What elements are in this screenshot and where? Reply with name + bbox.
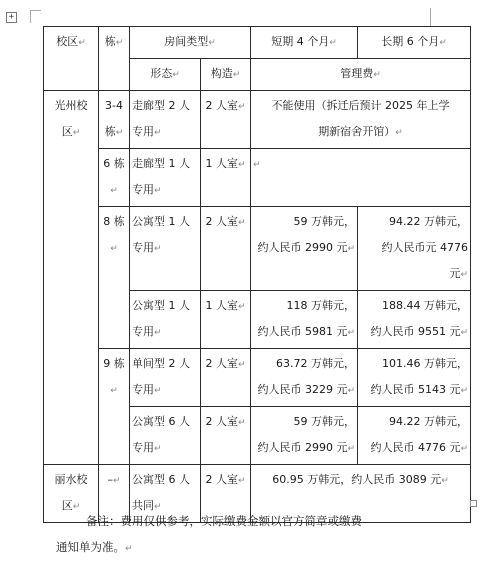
gwangju-campus-line1: 光州校 xyxy=(54,99,88,112)
cell-end-marker-icon: ↵ xyxy=(232,70,241,80)
cell-end-marker-icon: ↵ xyxy=(154,444,162,454)
header-management-fee: 管理费 xyxy=(340,67,374,80)
short-term-fee-cell[interactable] xyxy=(251,207,358,291)
room-structure-cell[interactable] xyxy=(201,349,251,407)
cell-end-marker-icon: ↵ xyxy=(110,386,118,396)
room-form-line1: 单间型 2 人 xyxy=(132,357,190,370)
long-term-fee-cny: 约人民币 9551 元 xyxy=(370,325,461,338)
cell-end-marker-icon: ↵ xyxy=(172,70,180,80)
building-8: 8 栋 xyxy=(103,215,125,228)
page-margin-corner-marker xyxy=(30,10,41,23)
long-term-fee-krw: 94.22 万韩元， xyxy=(389,415,469,428)
lishui-campus-line2: 区 xyxy=(61,499,73,512)
room-form-line2: 共同 xyxy=(132,499,154,512)
room-form-line2: 专用 xyxy=(132,183,154,196)
cell-end-marker-icon: ↵ xyxy=(237,360,246,370)
short-term-fee-cell[interactable] xyxy=(251,407,358,465)
fee-unavailable-line2: 期新宿舍开馆） xyxy=(318,125,396,138)
cell-end-marker-icon: ↵ xyxy=(112,476,121,486)
room-form-line2: 专用 xyxy=(132,241,154,254)
cell-end-marker-icon: ↵ xyxy=(347,244,356,254)
cell-end-marker-icon: ↵ xyxy=(72,128,81,138)
room-form-cell[interactable] xyxy=(130,91,201,149)
table-row xyxy=(44,207,471,291)
gwangju-campus-line2: 区 xyxy=(61,125,73,138)
room-form-cell[interactable] xyxy=(130,291,201,349)
cell-end-marker-icon: ↵ xyxy=(72,502,81,512)
room-form-line2: 专用 xyxy=(132,325,154,338)
cell-end-marker-icon: ↵ xyxy=(253,160,261,170)
short-term-fee-krw: 59 万韩元， xyxy=(293,215,356,228)
cell-end-marker-icon: ↵ xyxy=(154,386,162,396)
cell-end-marker-icon: ↵ xyxy=(115,128,124,138)
long-term-fee-krw: 101.46 万韩元， xyxy=(382,357,469,370)
long-term-fee-cny-suffix: 元 xyxy=(449,267,461,280)
room-structure: 2 人室 xyxy=(205,357,238,370)
short-term-fee-cny: 约人民币 2990 元 xyxy=(257,241,348,254)
building-3-4-line2: 栋 xyxy=(104,125,116,138)
short-term-fee-krw: 118 万韩元， xyxy=(286,299,356,312)
header-form: 形态 xyxy=(150,67,173,80)
room-structure-cell[interactable] xyxy=(201,407,251,465)
cell-end-marker-icon: ↵ xyxy=(237,476,246,486)
room-structure: 2 人室 xyxy=(205,215,238,228)
short-term-fee-cell[interactable] xyxy=(251,349,358,407)
header-structure: 构造 xyxy=(210,67,233,80)
header-room-type: 房间类型 xyxy=(164,35,209,48)
cell-end-marker-icon: ↵ xyxy=(237,302,246,312)
cell-end-marker-icon: ↵ xyxy=(110,186,118,196)
building-6: 6 栋 xyxy=(103,157,125,170)
table-move-handle-icon[interactable]: + xyxy=(6,12,17,23)
short-term-fee-cell[interactable] xyxy=(251,291,358,349)
cell-end-marker-icon: ↵ xyxy=(373,70,381,80)
cell-end-marker-icon: ↵ xyxy=(78,38,86,48)
room-form-line2: 专用 xyxy=(132,441,154,454)
building-8-cell[interactable] xyxy=(99,207,130,349)
header-form-cell[interactable] xyxy=(130,59,201,91)
footnote-line1: 备注：费用仅供参考，实际缴费金额以官方简章或缴费 xyxy=(86,514,362,528)
header-campus-cell[interactable] xyxy=(44,27,99,91)
table-row xyxy=(44,149,471,207)
gwangju-campus-cell[interactable] xyxy=(44,91,99,465)
header-long-term-cell[interactable] xyxy=(358,27,471,59)
long-term-fee-cell[interactable] xyxy=(358,291,471,349)
short-term-fee-cny: 约人民币 2990 元 xyxy=(257,441,348,454)
cell-end-marker-icon: ↵ xyxy=(347,444,356,454)
cell-end-marker-icon: ↵ xyxy=(460,328,469,338)
lishui-campus-line1: 丽水校 xyxy=(54,473,88,486)
cell-end-marker-icon: ↵ xyxy=(460,270,469,280)
room-structure-cell[interactable] xyxy=(201,149,251,207)
page-margin-right-marker xyxy=(430,8,431,26)
long-term-fee-cell[interactable] xyxy=(358,349,471,407)
table-row xyxy=(44,91,471,149)
cell-end-marker-icon: ↵ xyxy=(154,128,162,138)
cell-end-marker-icon: ↵ xyxy=(154,244,162,254)
room-form-line2: 专用 xyxy=(132,383,154,396)
cell-end-marker-icon: ↵ xyxy=(395,128,403,138)
header-long-term: 长期 6 个月 xyxy=(381,35,440,48)
room-structure-cell[interactable] xyxy=(201,91,251,149)
cell-end-marker-icon: ↵ xyxy=(237,218,246,228)
room-structure-cell[interactable] xyxy=(201,291,251,349)
short-term-fee-krw: 59 万韩元， xyxy=(293,415,356,428)
cell-end-marker-icon: ↵ xyxy=(460,444,469,454)
long-term-fee-krw: 94.22 万韩元， xyxy=(389,215,469,228)
management-fee-empty-cell[interactable] xyxy=(251,149,471,207)
room-form-line1: 公寓型 6 人 xyxy=(132,415,190,428)
long-term-fee-cell[interactable] xyxy=(358,207,471,291)
room-form-cell[interactable] xyxy=(130,407,201,465)
long-term-fee-cell[interactable] xyxy=(358,407,471,465)
management-fee-unavailable-cell[interactable] xyxy=(251,91,471,149)
cell-end-marker-icon: ↵ xyxy=(110,244,118,254)
cell-end-marker-icon: ↵ xyxy=(154,186,162,196)
cell-end-marker-icon: ↵ xyxy=(329,38,337,48)
cell-end-marker-icon: ↵ xyxy=(237,418,246,428)
header-building-cell[interactable] xyxy=(99,27,130,91)
short-term-fee-krw: 63.72 万韩元， xyxy=(276,357,356,370)
short-term-fee-cny: 约人民币 3229 元 xyxy=(257,383,348,396)
cell-end-marker-icon: ↵ xyxy=(347,386,356,396)
room-form-cell[interactable] xyxy=(130,349,201,407)
header-campus: 校区 xyxy=(56,35,79,48)
fee-unavailable-line1: 不能使用（拆迁后预计 2025 年上学 xyxy=(271,99,450,112)
lishui-management-fee: 60.95 万韩元，约人民币 3089 元 xyxy=(272,473,442,486)
dormitory-fee-table xyxy=(43,26,471,523)
room-structure: 1 人室 xyxy=(205,299,238,312)
room-structure: 2 人室 xyxy=(205,99,238,112)
building-9-cell[interactable] xyxy=(99,349,130,465)
cell-end-marker-icon: ↵ xyxy=(347,328,356,338)
building-6-cell[interactable] xyxy=(99,149,130,207)
header-structure-cell[interactable] xyxy=(201,59,251,91)
header-management-fee-cell[interactable] xyxy=(251,59,471,91)
footnote-paragraph xyxy=(56,508,466,562)
table-resize-handle-icon[interactable] xyxy=(470,500,477,507)
cell-end-marker-icon: ↵ xyxy=(237,102,246,112)
table-row xyxy=(44,349,471,407)
short-term-fee-cny: 约人民币 5981 元 xyxy=(257,325,348,338)
cell-end-marker-icon: ↵ xyxy=(154,502,162,512)
room-structure: 2 人室 xyxy=(205,473,238,486)
room-structure-cell[interactable] xyxy=(201,207,251,291)
cell-end-marker-icon: ↵ xyxy=(208,38,216,48)
long-term-fee-krw: 188.44 万韩元， xyxy=(382,299,469,312)
room-form-line1: 走廊型 2 人 xyxy=(132,99,190,112)
cell-end-marker-icon: ↵ xyxy=(460,386,469,396)
room-form-line1: 公寓型 1 人 xyxy=(132,215,190,228)
room-form-cell[interactable] xyxy=(130,207,201,291)
room-form-cell[interactable] xyxy=(130,149,201,207)
footnote-line2: 通知单为准。 xyxy=(56,540,125,554)
long-term-fee-cny: 约人民币元 4776 xyxy=(381,241,469,254)
cell-end-marker-icon: ↵ xyxy=(237,160,246,170)
room-form-line1: 走廊型 1 人 xyxy=(132,157,190,170)
cell-end-marker-icon: ↵ xyxy=(115,38,124,48)
cell-end-marker-icon: ↵ xyxy=(154,328,162,338)
room-structure: 2 人室 xyxy=(205,415,238,428)
paragraph-end-marker-icon: ↵ xyxy=(125,544,133,554)
header-short-term: 短期 4 个月 xyxy=(271,35,330,48)
room-form-line2: 专用 xyxy=(132,125,154,138)
room-form-line1: 公寓型 1 人 xyxy=(132,299,190,312)
header-short-term-cell[interactable] xyxy=(251,27,358,59)
building-3-4-cell[interactable] xyxy=(99,91,130,149)
header-room-type-cell[interactable] xyxy=(130,27,251,59)
building-3-4-line1: 3-4 xyxy=(105,99,123,112)
building-9: 9 栋 xyxy=(103,357,125,370)
cell-end-marker-icon: ↵ xyxy=(439,38,447,48)
table-header-row-1 xyxy=(44,27,471,59)
cell-end-marker-icon: ↵ xyxy=(441,476,449,486)
lishui-building: – xyxy=(107,473,113,486)
room-form-line1: 公寓型 6 人 xyxy=(132,473,190,486)
long-term-fee-cny: 约人民币 5143 元 xyxy=(370,383,461,396)
long-term-fee-cny: 约人民币 4776 元 xyxy=(370,441,461,454)
header-building: 栋 xyxy=(104,35,116,48)
room-structure: 1 人室 xyxy=(205,157,238,170)
